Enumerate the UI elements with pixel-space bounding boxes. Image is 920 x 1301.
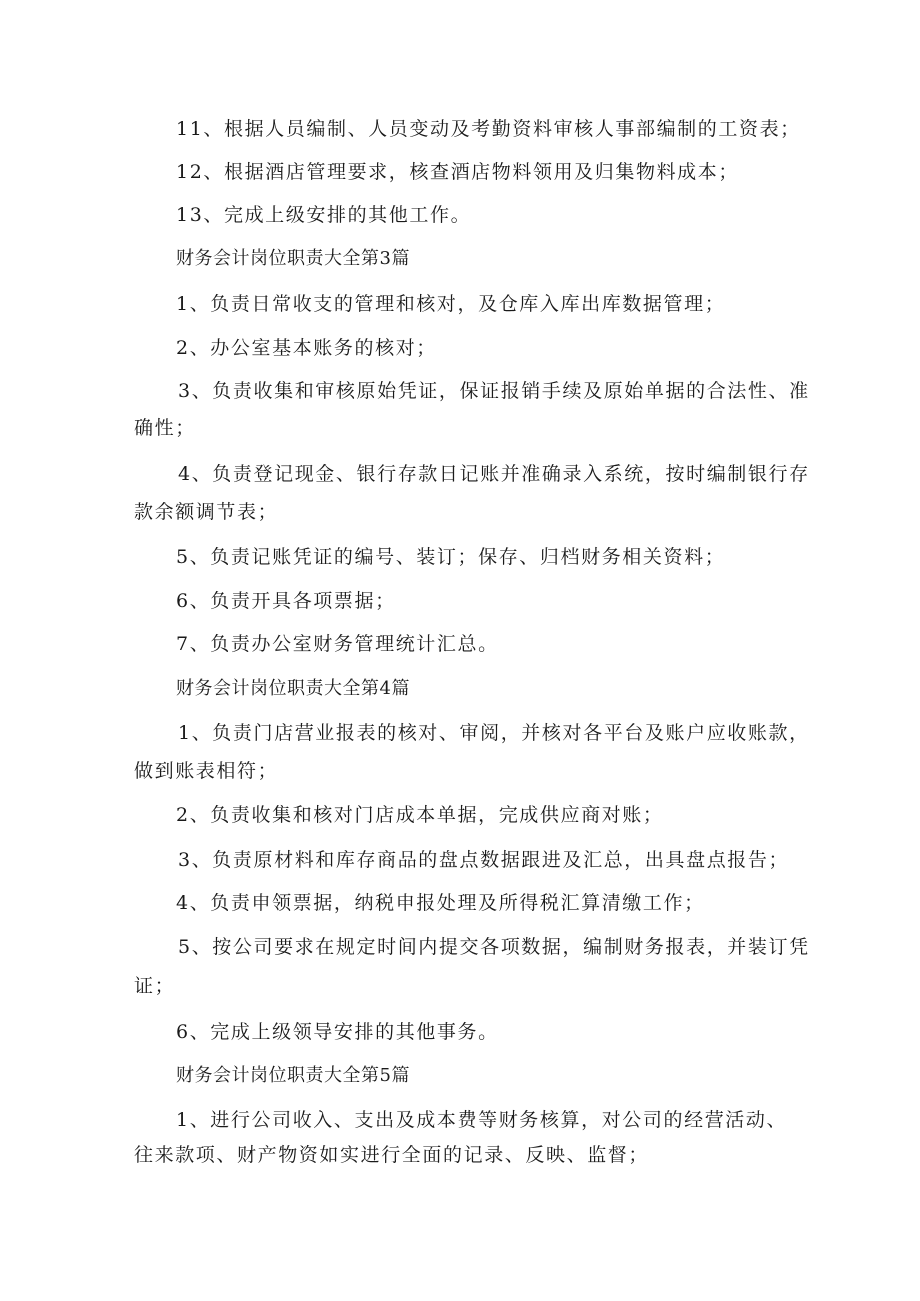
paragraph-line: 7、负责办公室财务管理统计汇总。: [176, 633, 499, 655]
paragraph-line: 1、负责门店营业报表的核对、审阅，并核对各平台及账户应收账款，: [178, 722, 810, 744]
paragraph-line: 5、按公司要求在规定时间内提交各项数据，编制财务报表，并装订凭: [178, 936, 810, 958]
paragraph-line: 证；: [134, 975, 176, 997]
paragraph-line: 3、负责原材料和库存商品的盘点数据跟进及汇总，出具盘点报告；: [178, 849, 790, 871]
paragraph-line: 做到账表相符；: [134, 760, 279, 782]
paragraph-line: 2、办公室基本账务的核对；: [176, 337, 437, 359]
paragraph-line: 5、负责记账凭证的编号、装订；保存、归档财务相关资料；: [176, 546, 726, 568]
paragraph-line: 1、负责日常收支的管理和核对，及仓库入库出库数据管理；: [176, 293, 726, 315]
paragraph-line: 款余额调节表；: [134, 501, 279, 523]
section-heading: 财务会计岗位职责大全第4篇: [176, 678, 410, 699]
paragraph-line: 4、负责登记现金、银行存款日记账并准确录入系统，按时编制银行存: [178, 463, 810, 485]
paragraph-line: 往来款项、财产物资如实进行全面的记录、反映、监督；: [134, 1144, 650, 1166]
paragraph-line: 6、负责开具各项票据；: [176, 590, 396, 612]
paragraph-line: 13、完成上级安排的其他工作。: [176, 204, 472, 226]
paragraph-line: 4、负责申领票据，纳税申报处理及所得税汇算清缴工作；: [176, 892, 705, 914]
paragraph-line: 11、根据人员编制、人员变动及考勤资料审核人事部编制的工资表；: [176, 118, 801, 140]
paragraph-line: 6、完成上级领导安排的其他事务。: [176, 1021, 499, 1043]
paragraph-line: 2、负责收集和核对门店成本单据，完成供应商对账；: [176, 804, 664, 826]
paragraph-line: 1、进行公司收入、支出及成本费等财务核算，对公司的经营活动、: [176, 1109, 788, 1131]
paragraph-line: 3、负责收集和审核原始凭证，保证报销手续及原始单据的合法性、准: [178, 380, 810, 402]
paragraph-line: 确性；: [134, 417, 196, 439]
paragraph-line: 12、根据酒店管理要求，核查酒店物料领用及归集物料成本；: [176, 161, 739, 183]
section-heading: 财务会计岗位职责大全第3篇: [176, 248, 410, 269]
section-heading: 财务会计岗位职责大全第5篇: [176, 1065, 410, 1086]
